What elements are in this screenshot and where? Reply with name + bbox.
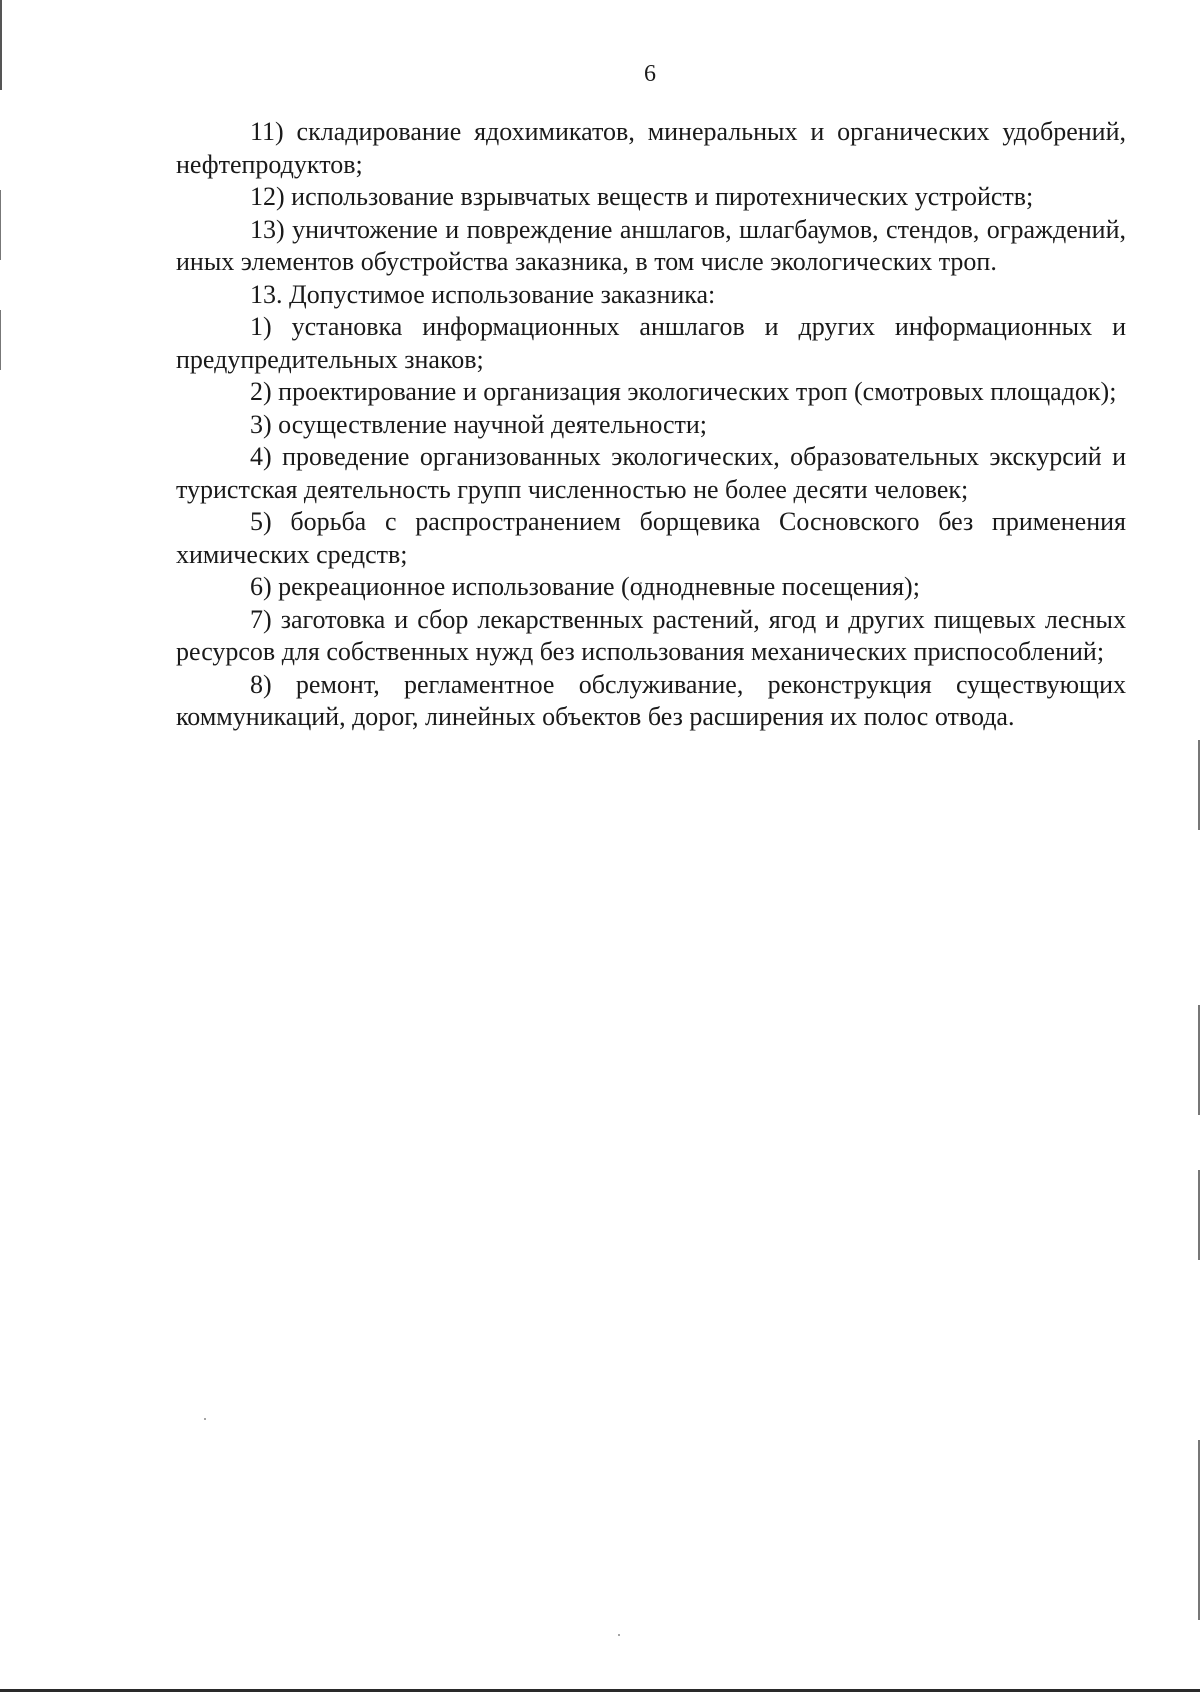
list-item: 3) осуществление научной деятельности; <box>250 409 708 439</box>
list-item: 13) уничтожение и повреждение аншлагов, шлагбаумов, стендов, ограждений, иных элементов обустройства заказника, в том числе экологических троп. <box>176 214 1126 276</box>
list-item: 7) заготовка и сбор лекарственных растений, ягод и других пищевых лесных ресурсов для собственных нужд без использования механических приспособлений; <box>176 604 1126 666</box>
section-heading: 13. Допустимое использование заказника: <box>250 279 716 309</box>
list-item: 6) рекреационное использование (однодневные посещения); <box>250 572 920 601</box>
page-number: 6 <box>644 61 656 87</box>
list-item: 4) проведение организованных экологических, образовательных экскурсий и туристская деятельность групп численностью не более десяти человек; <box>176 442 1126 504</box>
document-body <box>176 116 1126 734</box>
scan-bottom-edge <box>0 1689 1200 1692</box>
scan-edge-artifact <box>0 190 1 260</box>
scan-speck <box>204 1418 206 1420</box>
list-item: 8) ремонт, регламентное обслуживание, реконструкция существующих коммуникаций, дорог, линейных объектов без расширения их полос отвода. <box>176 669 1126 731</box>
list-item: 1) установка информационных аншлагов и других информационных и предупредительных знаков; <box>176 312 1126 374</box>
list-item: 11) складирование ядохимикатов, минеральных и органических удобрений, нефтепродуктов; <box>176 117 1126 179</box>
list-item: 5) борьба с распространением борщевика Сосновского без применения химических средств; <box>176 507 1126 569</box>
scan-edge-artifact <box>0 310 1 370</box>
scan-speck <box>618 1634 620 1636</box>
list-item: 12) использование взрывчатых веществ и пиротехнических устройств; <box>250 182 1034 211</box>
list-item: 2) проектирование и организация экологических троп (смотровых площадок); <box>250 377 1117 406</box>
